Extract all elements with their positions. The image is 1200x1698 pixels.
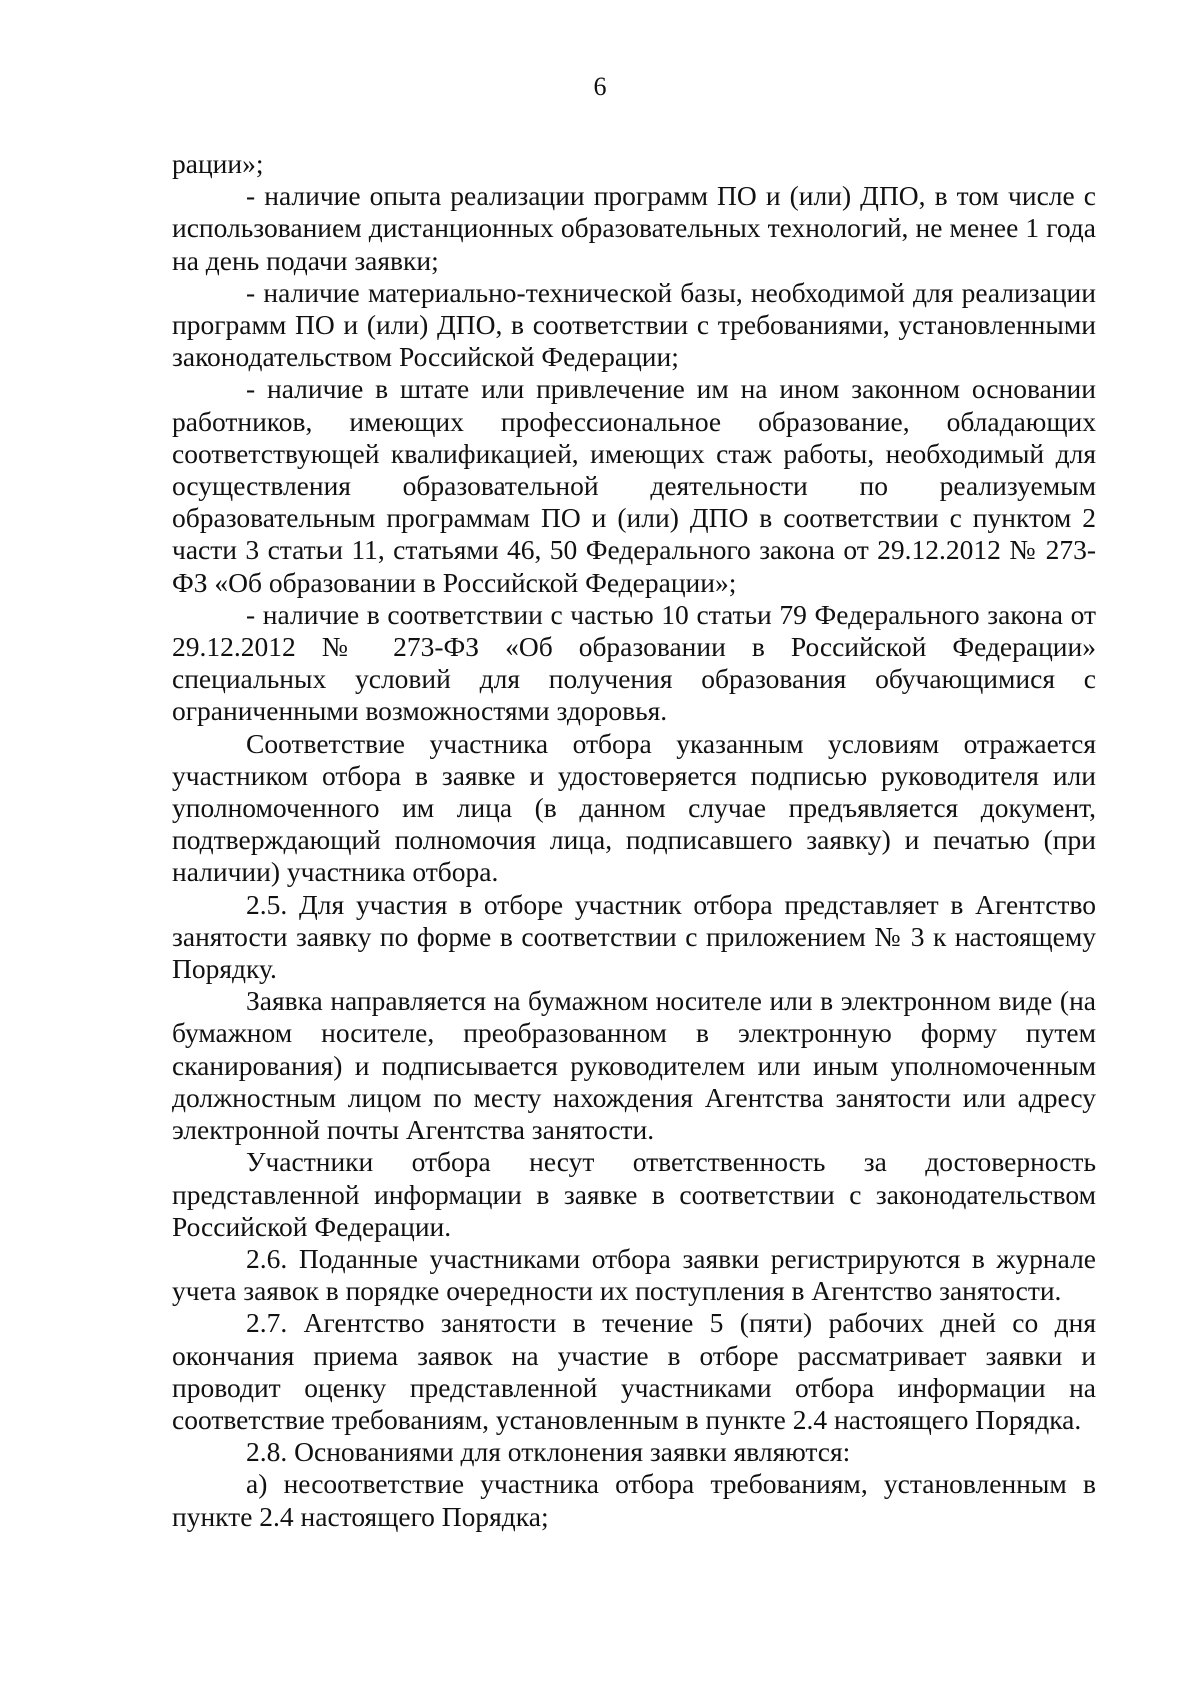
paragraph-application-submission: Заявка направляется на бумажном носителе или в электронном виде (на бумажном носителе, преобразованном в электронную форму путем сканирования) и подписывается руководителем или иным уполномоченным должностным лицом по месту нахождения Агентства занятости или адресу электронной почты Агентства занятости. — [172, 985, 1096, 1146]
paragraph-2-7: 2.7. Агентство занятости в течение 5 (пяти) рабочих дней со дня окончания приема заявок на участие в отборе рассматривает заявки и проводит оценку представленной участниками отбора информации на соответствие требованиям, установленным в пункте 2.4 настоящего Порядка. — [172, 1307, 1096, 1435]
document-body — [172, 148, 1096, 1533]
paragraph-2-8-a: а) несоответствие участника отбора требованиям, установленным в пункте 2.4 настоящего Порядка; — [172, 1468, 1096, 1532]
paragraph-compliance-confirmation: Соответствие участника отбора указанным условиям отражается участником отбора в заявке и удостоверяется подписью руководителя или уполномоченного им лица (в данном случае предъявляется документ, подтверждающий полномочия лица, подписавшего заявку) и печатью (при наличии) участника отбора. — [172, 727, 1096, 888]
paragraph-2-6: 2.6. Поданные участниками отбора заявки регистрируются в журнале учета заявок в порядке очередности их поступления в Агентство занятости. — [172, 1242, 1096, 1307]
paragraph-experience-condition: - наличие опыта реализации программ ПО и (или) ДПО, в том числе с использованием дистанционных образовательных технологий, не менее 1 года на день подачи заявки; — [172, 180, 1096, 276]
paragraph-2-8: 2.8. Основаниями для отклонения заявки являются: — [246, 1436, 851, 1468]
page-number: 6 — [593, 72, 607, 101]
paragraph-special-conditions: - наличие в соответствии с частью 10 статьи 79 Федерального закона от 29.12.2012 № 273-ФЗ «Об образовании в Российской Федерации» специальных условий для получения образования обучающимися с ограниченными возможностями здоровья. — [172, 598, 1096, 727]
paragraph-continuation: рации»; — [172, 148, 264, 179]
paragraph-material-base-condition: - наличие материально-технической базы, необходимой для реализации программ ПО и (или) ДПО, в соответствии с требованиями, установленными законодательством Российской Федерации; — [172, 276, 1096, 373]
paragraph-responsibility: Участники отбора несут ответственность за достоверность представленной информации в заявке в соответствии с законодательством Российской Федерации. — [172, 1146, 1096, 1242]
paragraph-2-5: 2.5. Для участия в отборе участник отбора представляет в Агентство занятости заявку по форме в соответствии с приложением № 3 к настоящему Порядку. — [172, 888, 1096, 985]
paragraph-staff-condition: - наличие в штате или привлечение им на ином законном основании работников, имеющих профессиональное образование, обладающих соответствующей квалификацией, имеющих стаж работы, необходимый для осуществления образовательной деятельности по реализуемым образовательным программам ПО и (или) ДПО в соответствии с пунктом 2 части 3 статьи 11, статьями 46, 50 Федерального закона от 29.12.2012 № 273-ФЗ «Об образовании в Российской Федерации»; — [172, 373, 1096, 598]
